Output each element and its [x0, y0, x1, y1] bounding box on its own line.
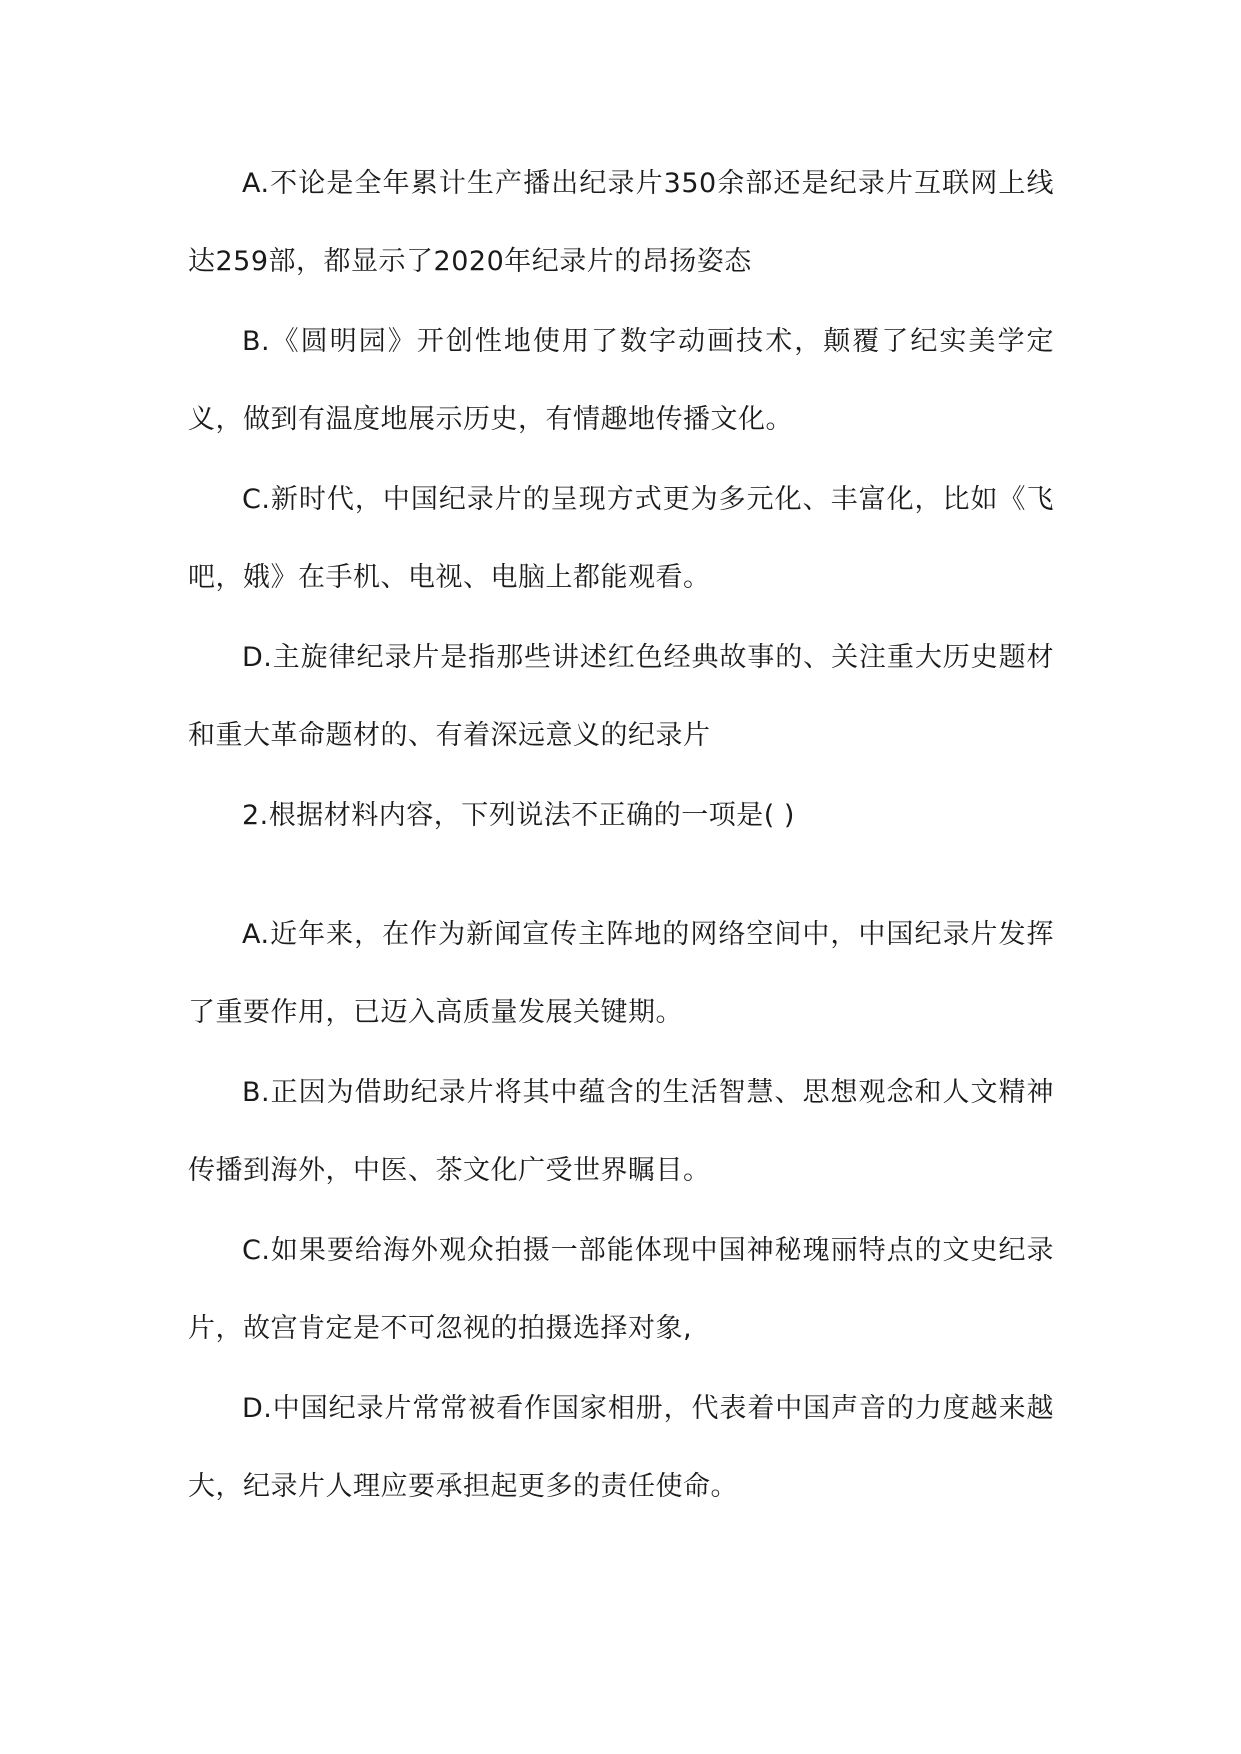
question1-option-b: B.《圆明园》开创性地使用了数字动画技术，颠覆了纪实美学定义，做到有温度地展示历史，有情趣地传播文化。	[188, 326, 1054, 435]
question2-option-d: D.中国纪录片常常被看作国家相册，代表着中国声音的力度越来越大，纪录片人理应要承担起更多的责任使命。	[188, 1393, 1054, 1502]
question1-option-c: C.新时代，中国纪录片的呈现方式更为多元化、丰富化，比如《飞吧，娥》在手机、电视、电脑上都能观看。	[188, 484, 1054, 593]
question2-option-b: B.正因为借助纪录片将其中蕴含的生活智慧、思想观念和人文精神传播到海外，中医、茶文化广受世界瞩目。	[188, 1077, 1054, 1186]
question1-option-d: D.主旋律纪录片是指那些讲述红色经典故事的、关注重大历史题材和重大革命题材的、有着深远意义的纪录片	[188, 642, 1054, 751]
question2-stem: 2.根据材料内容，下列说法不正确的一项是( )	[242, 800, 795, 831]
question2-option-c: C.如果要给海外观众拍摄一部能体现中国神秘瑰丽特点的文史纪录片，故宫肯定是不可忽视的拍摄选择对象,	[188, 1235, 1054, 1344]
question2-option-a: A.近年来，在作为新闻宣传主阵地的网络空间中，中国纪录片发挥了重要作用，已迈入高质量发展关键期。	[188, 919, 1054, 1028]
question1-option-a: A.不论是全年累计生产播出纪录片350余部还是纪录片互联网上线达259部，都显示了2020年纪录片的昂扬姿态	[188, 168, 1054, 277]
